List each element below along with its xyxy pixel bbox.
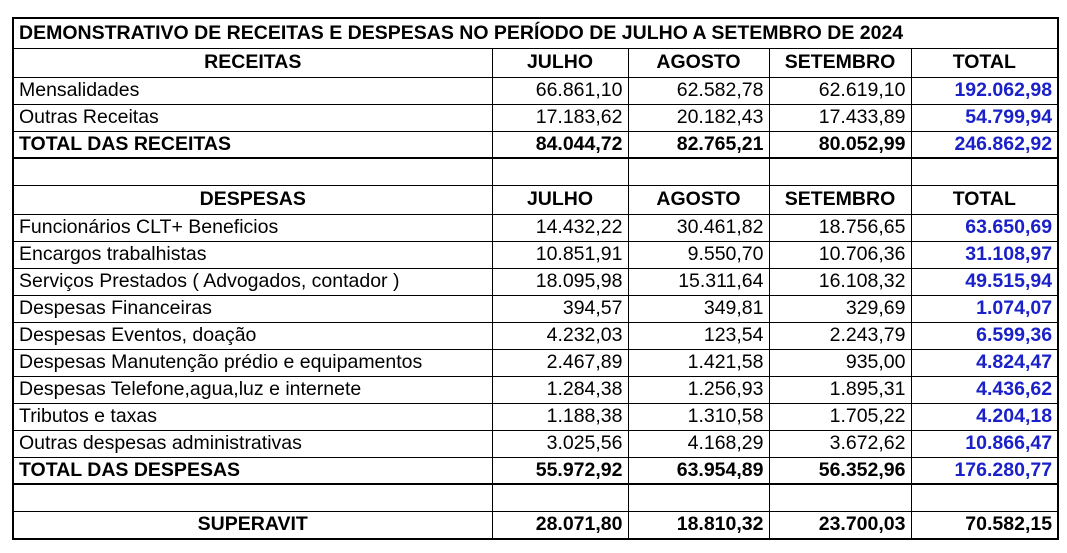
- row-label: Outras despesas administrativas: [13, 430, 492, 457]
- cell-agosto: 20.182,43: [628, 104, 769, 131]
- cell-total: 4.824,47: [911, 349, 1058, 376]
- col-agosto: AGOSTO: [628, 48, 769, 77]
- cell-total: 10.866,47: [911, 430, 1058, 457]
- total-despesas-label: TOTAL DAS DESPESAS: [13, 457, 492, 484]
- cell-total: 49.515,94: [911, 268, 1058, 295]
- cell-total: 31.108,97: [911, 241, 1058, 268]
- total-receitas-row: [13, 131, 1058, 158]
- receitas-header: RECEITAS: [13, 48, 492, 77]
- table-row: [13, 214, 1058, 241]
- superavit-row: [13, 511, 1058, 539]
- cell-agosto: 1.310,58: [628, 403, 769, 430]
- cell-setembro: 18.756,65: [769, 214, 911, 241]
- cell-setembro: 3.672,62: [769, 430, 911, 457]
- col-agosto: AGOSTO: [628, 185, 769, 214]
- cell-agosto: 62.582,78: [628, 77, 769, 104]
- table-row: [13, 349, 1058, 376]
- total-despesas-row: [13, 457, 1058, 484]
- cell-setembro: 23.700,03: [769, 511, 911, 539]
- row-label: Mensalidades: [13, 77, 492, 104]
- receitas-header-row: [13, 48, 1058, 77]
- cell-julho: 14.432,22: [492, 214, 628, 241]
- row-label: Despesas Telefone,agua,luz e internete: [13, 376, 492, 403]
- cell-agosto: 18.810,32: [628, 511, 769, 539]
- financial-statement-table: [12, 17, 1059, 540]
- table-row: [13, 268, 1058, 295]
- row-label: Tributos e taxas: [13, 403, 492, 430]
- cell-julho: 17.183,62: [492, 104, 628, 131]
- row-label: Despesas Eventos, doação: [13, 322, 492, 349]
- col-julho: JULHO: [492, 185, 628, 214]
- table-row: [13, 322, 1058, 349]
- table-row: [13, 376, 1058, 403]
- cell-setembro: 1.705,22: [769, 403, 911, 430]
- col-setembro: SETEMBRO: [769, 48, 911, 77]
- cell-julho: 4.232,03: [492, 322, 628, 349]
- cell-setembro: 10.706,36: [769, 241, 911, 268]
- cell-setembro: 935,00: [769, 349, 911, 376]
- cell-total: 1.074,07: [911, 295, 1058, 322]
- cell-julho: 394,57: [492, 295, 628, 322]
- cell-julho: 84.044,72: [492, 131, 628, 158]
- cell-julho: 10.851,91: [492, 241, 628, 268]
- despesas-header: DESPESAS: [13, 185, 492, 214]
- cell-total: 4.204,18: [911, 403, 1058, 430]
- cell-agosto: 4.168,29: [628, 430, 769, 457]
- cell-setembro: 2.243,79: [769, 322, 911, 349]
- cell-julho: 3.025,56: [492, 430, 628, 457]
- row-label: Outras Receitas: [13, 104, 492, 131]
- superavit-label: SUPERAVIT: [13, 511, 492, 539]
- cell-julho: 66.861,10: [492, 77, 628, 104]
- row-label: Encargos trabalhistas: [13, 241, 492, 268]
- cell-agosto: 1.421,58: [628, 349, 769, 376]
- cell-agosto: 349,81: [628, 295, 769, 322]
- statement-title: DEMONSTRATIVO DE RECEITAS E DESPESAS NO PERÍODO DE JULHO A SETEMBRO DE 2024: [13, 18, 1058, 48]
- spacer-row: [13, 484, 1058, 511]
- cell-setembro: 62.619,10: [769, 77, 911, 104]
- table-row: [13, 104, 1058, 131]
- cell-total: 6.599,36: [911, 322, 1058, 349]
- table-row: [13, 430, 1058, 457]
- title-row: [13, 18, 1058, 48]
- cell-total: 176.280,77: [911, 457, 1058, 484]
- cell-total: 70.582,15: [911, 511, 1058, 539]
- cell-julho: 18.095,98: [492, 268, 628, 295]
- cell-total: 54.799,94: [911, 104, 1058, 131]
- cell-agosto: 9.550,70: [628, 241, 769, 268]
- cell-total: 246.862,92: [911, 131, 1058, 158]
- table-row: [13, 241, 1058, 268]
- total-receitas-label: TOTAL DAS RECEITAS: [13, 131, 492, 158]
- row-label: Despesas Manutenção prédio e equipamentos: [13, 349, 492, 376]
- row-label: Funcionários CLT+ Beneficios: [13, 214, 492, 241]
- row-label: Serviços Prestados ( Advogados, contador ): [13, 268, 492, 295]
- cell-setembro: 16.108,32: [769, 268, 911, 295]
- table-row: [13, 295, 1058, 322]
- cell-setembro: 1.895,31: [769, 376, 911, 403]
- cell-julho: 2.467,89: [492, 349, 628, 376]
- col-total: TOTAL: [911, 185, 1058, 214]
- cell-total: 192.062,98: [911, 77, 1058, 104]
- cell-agosto: 123,54: [628, 322, 769, 349]
- cell-agosto: 63.954,89: [628, 457, 769, 484]
- spacer-row: [13, 158, 1058, 185]
- cell-agosto: 15.311,64: [628, 268, 769, 295]
- col-total: TOTAL: [911, 48, 1058, 77]
- cell-agosto: 1.256,93: [628, 376, 769, 403]
- cell-julho: 55.972,92: [492, 457, 628, 484]
- cell-agosto: 82.765,21: [628, 131, 769, 158]
- row-label: Despesas Financeiras: [13, 295, 492, 322]
- cell-julho: 1.188,38: [492, 403, 628, 430]
- cell-setembro: 17.433,89: [769, 104, 911, 131]
- cell-julho: 1.284,38: [492, 376, 628, 403]
- cell-agosto: 30.461,82: [628, 214, 769, 241]
- despesas-header-row: [13, 185, 1058, 214]
- col-setembro: SETEMBRO: [769, 185, 911, 214]
- cell-julho: 28.071,80: [492, 511, 628, 539]
- cell-setembro: 80.052,99: [769, 131, 911, 158]
- cell-total: 4.436,62: [911, 376, 1058, 403]
- cell-setembro: 329,69: [769, 295, 911, 322]
- table-row: [13, 403, 1058, 430]
- col-julho: JULHO: [492, 48, 628, 77]
- cell-setembro: 56.352,96: [769, 457, 911, 484]
- cell-total: 63.650,69: [911, 214, 1058, 241]
- table-row: [13, 77, 1058, 104]
